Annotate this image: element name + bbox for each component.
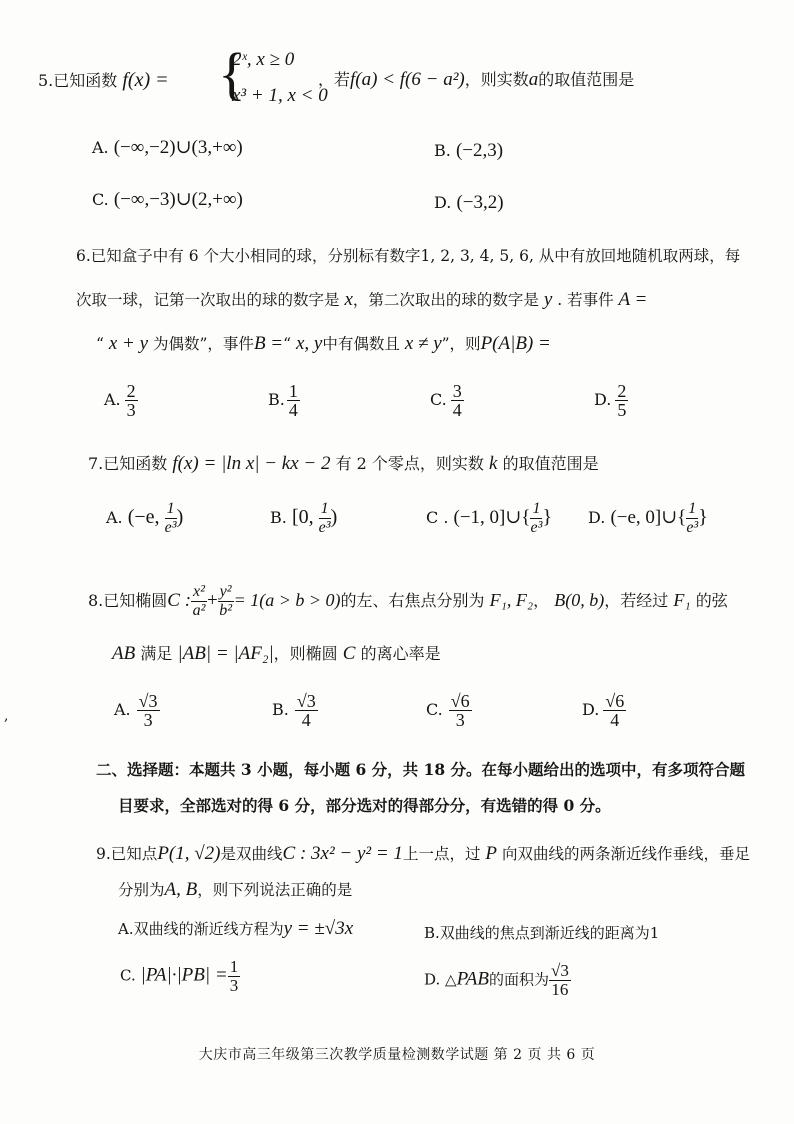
q9-option-d: D. △PAB的面积为 $\frac{√3}{16}$ [424, 961, 569, 999]
q5-piece1: 2ˣ, x ≥ 0 [232, 49, 295, 70]
q9-line-2: 分别为A, B，则下列说法正确的是 [118, 879, 353, 900]
q5-piece2: x³ + 1, x < 0 [232, 85, 328, 106]
q5-option-b: B. (−2,3) [434, 140, 504, 161]
q7-stem: 7.已知函数 f(x) = |ln x| − kx − 2 有 2 个零点，则实数 k 的取值范围是 [88, 453, 599, 474]
q9-option-c: C. |PA|·|PB| = $\frac{1}{3}$ [120, 957, 239, 995]
q7-option-a: A. (−e, $\frac{1}{\text{e³}}$ ) [106, 500, 184, 536]
q7-option-b: B. [0, $\frac{1}{\text{e³}}$ ) [270, 500, 338, 536]
q6-option-d: D. $\frac{2}{5}$ [594, 381, 627, 420]
q7-option-d: D. (−e, 0]∪{ $\frac{1}{\text{e³}}$ } [588, 500, 708, 536]
q5-number: 5. [38, 71, 54, 90]
q8-option-b: B. $\frac{√3}{4}$ [272, 691, 316, 730]
margin-mark: , [4, 708, 9, 724]
q6-line-3: “ x + y 为偶数”，事件B =“ x, y中有偶数且 x ≠ y”，则P(A|B) = [96, 333, 551, 354]
q5-option-a: A. (−∞,−2)∪(3,+∞) [92, 137, 243, 158]
q8-option-c: C. $\frac{√6}{3}$ [426, 691, 470, 730]
section-2-heading: 二、选择题：本题共 3 小题，每小题 6 分，共 18 分。在每小题给出的选项中，有多项符合题 [96, 760, 746, 779]
q9-option-b: B.双曲线的焦点到渐近线的距离为1 [424, 924, 660, 942]
q5-stem: 5.已知函数 f(x) = [38, 69, 169, 91]
q6-line-1: 6.已知盒子中有 6 个大小相同的球，分别标有数字1, 2, 3, 4, 5, 6, 从中有放回地随机取两球，每 [76, 247, 741, 265]
page-footer: 大庆市高三年级第三次教学质量检测数学试题 第 2 页 共 6 页 [198, 1047, 596, 1063]
q5-brace: { [218, 41, 246, 106]
q8-option-d: D. $\frac{√6}{4}$ [582, 691, 625, 730]
q5-option-d: D. (−3,2) [434, 192, 504, 213]
q6-option-c: C. $\frac{3}{4}$ [430, 381, 462, 420]
q8-line-2: AB 满足 |AB| = |AF₂|，则椭圆 C 的离心率是 [112, 643, 441, 664]
q6-line-2: 次取一球，记第一次取出的球的数字是 x，第二次取出的球的数字是 y . 若事件 A = [76, 289, 648, 310]
q9-option-a: A.双曲线的渐近线方程为y = ±√3x [118, 918, 354, 939]
q8-option-a: A. $\frac{√3}{3}$ [114, 691, 158, 730]
q7-option-c: C . (−1, 0]∪{ $\frac{1}{\text{e³}}$ } [426, 500, 553, 536]
q6-option-a: A. $\frac{2}{3}$ [104, 381, 136, 420]
q5-function: f(x) = [122, 69, 169, 91]
q8-stem: 8.已知椭圆C : $\frac{\text{x²}}{\text{a²}}$ + $\frac{\text{y²}}{\text{b²}}$ = 1(a > b > 0)的左、右焦点分别为 F₁, F₂， B(0, b)，若经过 F₁ 的弦 [88, 583, 728, 619]
section-2-instructions: 目要求，全部选对的得 6 分，部分选对的得部分分，有选错的得 0 分。 [118, 796, 611, 815]
q6-option-b: B. $\frac{1}{4}$ [268, 381, 298, 420]
q9-stem: 9.已知点P(1, √2)是双曲线C : 3x² − y² = 1上一点，过 P 向双曲线的两条渐近线作垂线，垂足 [96, 843, 750, 864]
q5-option-c: C. (−∞,−3)∪(2,+∞) [92, 189, 243, 210]
q5-stem-2: ，若f(a) < f(6 − a²)，则实数a的取值范围是 [318, 69, 635, 90]
